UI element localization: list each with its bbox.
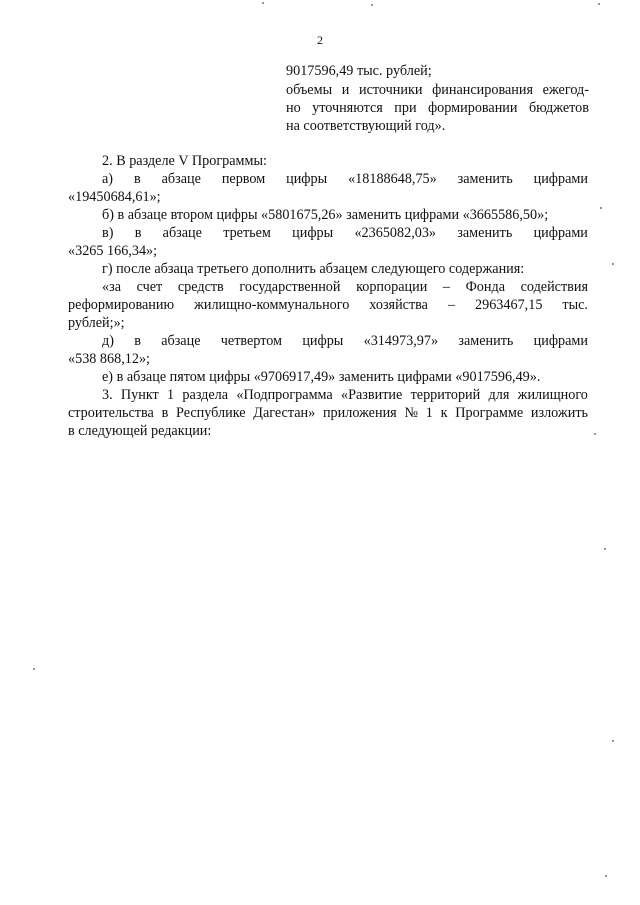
word: Республике	[176, 405, 246, 421]
header-line-3	[286, 99, 589, 117]
word: для	[488, 387, 510, 403]
header-line-2	[286, 81, 589, 99]
word: к	[440, 405, 448, 421]
word: а)	[102, 171, 114, 187]
quote-line-2	[68, 296, 588, 314]
word: в	[134, 333, 141, 349]
item-b-line: б) в абзаце втором цифры «5801675,26» заменить цифрами «3665586,50»;	[102, 207, 549, 223]
item-d-line	[102, 332, 588, 350]
scan-speck	[594, 433, 596, 435]
word: хозяйства	[369, 297, 428, 313]
word: 1	[425, 405, 433, 421]
word: «2365082,03»	[354, 225, 437, 241]
section-3-line-3: в следующей редакции:	[68, 423, 212, 439]
word: ежегод-	[542, 82, 589, 98]
word: формировании	[427, 100, 518, 116]
word: Пункт	[120, 387, 159, 403]
word: Фонда	[465, 279, 505, 295]
word: при	[394, 100, 417, 116]
item-v-continuation: «3265 166,34»;	[68, 243, 158, 259]
section-3-line-2	[68, 404, 588, 422]
word: объемы	[286, 82, 333, 98]
word: заменить	[457, 225, 513, 241]
item-a-line	[102, 170, 588, 188]
word: уточняются	[312, 100, 383, 116]
word: цифрами	[533, 225, 588, 241]
word: в	[134, 225, 142, 241]
scan-speck	[371, 4, 373, 6]
word: в)	[102, 225, 114, 241]
item-e-line: е) в абзаце пятом цифры «9706917,49» заменить цифрами «9017596,49».	[102, 369, 541, 385]
word: изложить	[530, 405, 588, 421]
word: «Подпрограмма	[236, 387, 333, 403]
word: цифрами	[533, 171, 588, 187]
scan-speck	[600, 207, 602, 209]
word: заменить	[458, 333, 514, 349]
word: цифры	[292, 225, 334, 241]
word: территорий	[410, 387, 481, 403]
word: «за	[102, 279, 121, 295]
section-2-heading: 2. В разделе V Программы:	[102, 153, 267, 169]
word: жилищно-коммунального	[194, 297, 350, 313]
word: источники	[359, 82, 423, 98]
word: Программе	[455, 405, 524, 421]
word: средств	[177, 279, 224, 295]
word: четвертом	[220, 333, 283, 349]
word: 3.	[102, 387, 113, 403]
item-v-line	[102, 224, 588, 242]
quote-line-3: рублей;»;	[68, 315, 125, 331]
scan-speck	[262, 2, 264, 4]
word: реформированию	[68, 297, 175, 313]
word: цифрами	[533, 333, 588, 349]
section-3-line-1	[102, 386, 588, 404]
word: «Развитие	[341, 387, 403, 403]
scan-speck	[612, 263, 614, 265]
word: и	[341, 82, 350, 98]
item-g-line: г) после абзаца третьего дополнить абзацем следующего содержания:	[102, 261, 525, 277]
word: «18188648,75»	[348, 171, 437, 187]
word: абзаце	[161, 333, 201, 349]
word: бюджетов	[528, 100, 589, 116]
word: финансирования	[432, 82, 533, 98]
word: третьем	[223, 225, 271, 241]
word: заменить	[457, 171, 513, 187]
word: в	[133, 171, 141, 187]
scan-speck	[612, 740, 614, 742]
word: –	[447, 297, 456, 313]
item-d-continuation: «538 868,12»;	[68, 351, 150, 367]
word: 2963467,15	[475, 297, 543, 313]
scan-speck	[604, 548, 606, 550]
quote-line-1	[102, 278, 588, 296]
word: 1	[167, 387, 175, 403]
word: приложения	[322, 405, 397, 421]
word: содействия	[520, 279, 588, 295]
word: но	[286, 100, 301, 116]
word: –	[442, 279, 450, 295]
word: №	[404, 405, 418, 421]
word: раздела	[182, 387, 229, 403]
scan-speck	[33, 668, 35, 670]
word: счет	[136, 279, 163, 295]
word: «314973,97»	[363, 333, 439, 349]
scan-speck	[605, 875, 607, 877]
word: абзаце	[162, 225, 202, 241]
word: Дагестан»	[253, 405, 316, 421]
page-number: 2	[317, 33, 323, 47]
word: цифры	[286, 171, 328, 187]
word: цифры	[302, 333, 344, 349]
word: в	[161, 405, 169, 421]
word: тыс.	[562, 297, 588, 313]
word: абзаце	[161, 171, 201, 187]
word: первом	[221, 171, 266, 187]
header-line-4: на соответствующий год».	[286, 118, 446, 134]
header-line-1: 9017596,49 тыс. рублей;	[286, 63, 432, 79]
word: государственной	[239, 279, 341, 295]
item-a-continuation: «19450684,61»;	[68, 189, 161, 205]
word: жилищного	[517, 387, 588, 403]
word: строительства	[68, 405, 154, 421]
scan-speck	[598, 3, 600, 5]
word: д)	[102, 333, 114, 349]
word: корпорации	[356, 279, 428, 295]
